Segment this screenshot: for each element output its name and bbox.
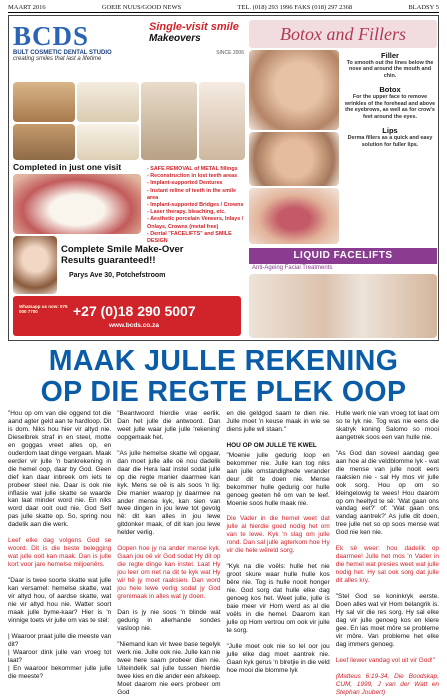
paragraph: "Moenie julle gedurig loop en bekommer nie. Julle kan tog niks aan julle omstandighede verander deur dit te doen nie. Mense bekommer hulle gedurig oor hulle genoeg geeten hê om van te leef. Moenie soos hulle maak nie. [226, 451, 330, 507]
paragraph: | Waaroor dink julle van vroeg tot laat? [8, 648, 112, 664]
bcds-logo [13, 21, 143, 79]
paragraph-highlight: Ek sê weer: hou dadelik op daarmee! Julle het mos 'n Vader in die hemel wat presies weet wat julle nodig het. Hy sal ook sorg dat julle dit alles kry. [335, 545, 439, 585]
paragraph: en die geldgod saam te dien nie. Julle moet 'n keuse maak in wie se diens julle wil staan." [226, 410, 330, 433]
page-header [8, 2, 439, 13]
liquid-facelifts-banner: LIQUID FACELIFTS [249, 248, 437, 264]
service-item: - SAFE REMOVAL of METAL fillings [147, 166, 238, 172]
model-smile-photo [13, 236, 57, 294]
article-column-3 [226, 410, 330, 674]
service-item: - Reconstruction in lost teeth areas [147, 173, 238, 180]
filler-text: To smooth out the lines below the nose and around the mouth and chin. [346, 59, 434, 79]
anti-ageing-label: Anti-Ageing Facial Treatments [252, 265, 333, 271]
single-visit-block [149, 21, 244, 77]
headline-line-1: MAAK JULLE REKENING [48, 345, 399, 377]
article-column-1 [8, 410, 112, 680]
paragraph: "As God dan soveel aandag gee aan hoe al die veldblomme lyk - wat die mense van julle nooit eers raaksien nie - sal Hy mos vir julle ook sorg. Hou op om so kleingelowig te wees! Hou daarom op om heeltyd te sê: 'Wat gaan ons vandag eet?' of: 'Wat gaan ons vandag aantrek?' As julle dit doen, tree julle net so op soos mense wat God nie ken nie. [335, 449, 439, 537]
headline-line-2: OP DIE REGTE PLEK OOP [40, 376, 407, 408]
dental-advertisement [8, 15, 439, 341]
completed-one-visit: Completed in just one visit [13, 162, 122, 172]
logo-text: BCDS [13, 21, 90, 51]
service-item: - Instant reline of teeth in the smile [147, 187, 236, 194]
paragraph: Dan is jy nie soos 'n blinde wat gedurig in allerhande sondes vasloop nie. [117, 608, 221, 632]
paragraph: "As julle hemelse skatte wil opgaar, dan moet julle alle oë nou dadelik daar die Hera laat instel sodat julle op die regte manier daarmee kan kyk. Mens se oë is als soos 'n lig. Die manier waarop jy daarmee na ander mense kyk, kan sien van twee dingen in jou lewe tot gevolg hê: dit kan alles in jou lewe gitdonker maak, of dit kan jou lewe helder verlig. [117, 449, 221, 537]
lips-title: Lips [382, 126, 398, 136]
smile-photo-2 [199, 82, 245, 160]
treatment-descriptions [343, 50, 437, 148]
service-item: - Aesthetic porcelain Veneers, Inlays / [147, 216, 244, 223]
service-item: - Implant-supported Dentures [147, 180, 223, 187]
services-list [147, 166, 247, 245]
contact-strip [13, 296, 241, 336]
teeth-after-photo-2 [77, 124, 139, 160]
paragraph-highlight: Leef liewer vandag vol uit vir God!" [335, 656, 436, 664]
service-item: Onlays, Crowns (metal free) [147, 223, 219, 230]
page-number: BLADSY 5 [408, 3, 439, 11]
contact-info: TEL. (018) 293 1996 FAKS (018) 297 2368 [237, 3, 353, 11]
scripture-reference: (Matteus 6:19-34, Die Boodskap, CUM, 1999, J van der Watt en Stephan Joubert) [335, 672, 439, 696]
service-item: - Laser therapy, bleaching, etc. [147, 209, 226, 216]
article-column-2 [117, 410, 221, 696]
makeover-heading [61, 244, 191, 266]
teeth-after-photo [77, 82, 139, 122]
newspaper-name: GOEIE NUUS/GOOD NEWS [101, 3, 182, 11]
paragraph: "Niemand kan vir twee base tegelyk werk nie. Julle ook nie. Julle kan nie twee here saam probeer dien nie. Uiteindelik sal julle tussen hierdie twee kies en die ander een afskeep. Moet daarom nie eers probeer om God [117, 640, 221, 696]
service-item: - Dental "FACELIFTS" and SMILE [147, 230, 232, 237]
makeover-line-1: Complete Smile Make-Over [61, 244, 184, 255]
teeth-before-photo [13, 82, 75, 122]
single-visit-title: Single-visit smile [149, 21, 239, 33]
since-label: SINCE 2006 [216, 50, 244, 56]
paragraph: Hulle werk nie van vroeg tot laat om so te lyk nie. Tog was nie eens die skatryk koning Salomo so mooi aangetrek soos een van hulle nie. [335, 410, 439, 441]
article-column-4 [335, 410, 439, 696]
filler-title: Filler [381, 51, 399, 60]
whatsapp-text: Whatsapp us now: 076 000 7700 [19, 304, 68, 314]
paragraph: "Kyk na die voëls: hulle het nie groot skure waar hulle hulle kos bêre nie. Tog is hulle nooit honger nie. God sorg dat hulle elke dag genoeg kos het. Weet julle, julle is baie meer vir Hom werd as al die voëls in die hemel. Daarom kan julle op Hom vertrou om ook vir julle te sorg. [226, 563, 330, 634]
address [69, 272, 199, 281]
paragraph-highlight: Leef elke dag volgens God se woord. Dit is die beste belegging wat julle ooit kan maak. Dan is julle kort voor jare hemelse miljoenêrs. [8, 537, 112, 569]
face-photo-filler [249, 50, 339, 130]
paragraph-highlight: Oopen hoe jy na ander mense kyk. Gaan jou oë vir God sodat Hy dit op die regte dinge kan instel. Laat Hy jou leer om net na dit te kyk wat Hy wil hê jy moet raaksien. Dan word jou hele lewe verlig sodat jy God grenimaak in alles wat jy doen. [117, 545, 221, 601]
service-item: DESIGN [147, 238, 168, 245]
botox-text: For the upper face to remove wrinkles of the forehead and above the eyebrows, as well as for crow's feet around the eyes. [344, 93, 436, 120]
makeovers-title: Makeovers [149, 33, 201, 44]
makeover-line-2: Results guaranteed!! [61, 255, 156, 266]
paragraph-highlight: Die Vader in die hemel weet dat julle al hierdie goed nodig het om van te lewe. Kyk 'n slag om julle rond. Dan sal julle agterkom hoe Hy vir die hele wêreld sorg. [226, 515, 330, 555]
article-body [8, 410, 439, 696]
phone-number: +27 (0)18 290 5007 [73, 303, 196, 319]
paragraph: "Beantwoord hierdie vrae eerlik. Dan het julle die antwoord. Dan weet julle waar julle julle 'rekening' oopgemaak het. [117, 410, 221, 441]
smile-photo-1 [141, 82, 197, 160]
paragraph: | Waaroor praat julle die meeste van dit? [8, 632, 112, 648]
logo-tagline: creating smiles that last a lifetime [13, 56, 102, 62]
issue-date: MAART 2016 [8, 3, 46, 11]
lips-photo [249, 188, 339, 244]
service-item: area [147, 194, 159, 201]
paragraph: "Stel God se koninkryk eerste. Doen alles wat vir Hom belangrik is. Hy sal vir die res sorg. Hy sal elke dag vir julle genoeg kos en klere gee. En las moet môre se probleme vir môre. Van probleme het elke dag immers genoeg. [335, 593, 439, 648]
service-item: - Implant-supported Bridges / Crowns [147, 202, 244, 209]
lips-text: Derma fillers as a quick and easy solution for fuller lips. [347, 134, 433, 148]
address-line-1: Parys Ave 30, Potchefstroom [69, 272, 166, 279]
paragraph: "Hou op om van die oggend tot die aand agter geld aan te hardloop. Dit is dom. Niks hou hier vir altyd nie. Dieselbrek straf in en steel, motte en goggas vreet alles op, en ouderdom laat dinge vergaan. Maak eerder vir julle 'n bankrekening in die hemel oop, daar by God. Geen dief kan daar inbreek om iets te probeer steel nie. Daar is ook nie inflasie wat julle skatte se waarde kan laat minder word nie. En niks word daar ooit oud nie. God Self pas julle skatte op. So, spring nou dadelik aan die werk. [8, 410, 112, 529]
smile-closeup-photo [13, 174, 141, 234]
face-photo-botox [249, 132, 339, 186]
facelift-photo [249, 274, 437, 338]
website-link[interactable]: www.bcds.co.za [109, 322, 159, 329]
logo-subtitle: BULT COSMETIC DENTAL STUDIO [13, 50, 112, 56]
teeth-before-photo-2 [13, 124, 75, 160]
subheading: HOU OP OM JULLE TE KWEL [226, 441, 317, 449]
paragraph: "Julle moet ook nie so lel oor jou julle elke dag moet aantrek nie. Gaan kyk gerus 'n blretjie in die veld hoe mooi die blomme lyk [226, 642, 330, 674]
paragraph: | En waaroor bekommer julle julle die meeste? [8, 664, 112, 680]
paragraph: "Daar is twee soorte skatte wat julle kan versamel: hemelse skatte, wat vir altyd hou, of aardse skatte, wat nie vir altyd hou nie. Watter soort maak julle byme-kaar? Hier is 'n vinnige toets vir julle om vas te stel: [8, 577, 112, 624]
botox-fillers-heading: Botox and Fillers [249, 20, 437, 48]
article-headline [8, 346, 439, 408]
botox-title: Botox [379, 85, 401, 95]
